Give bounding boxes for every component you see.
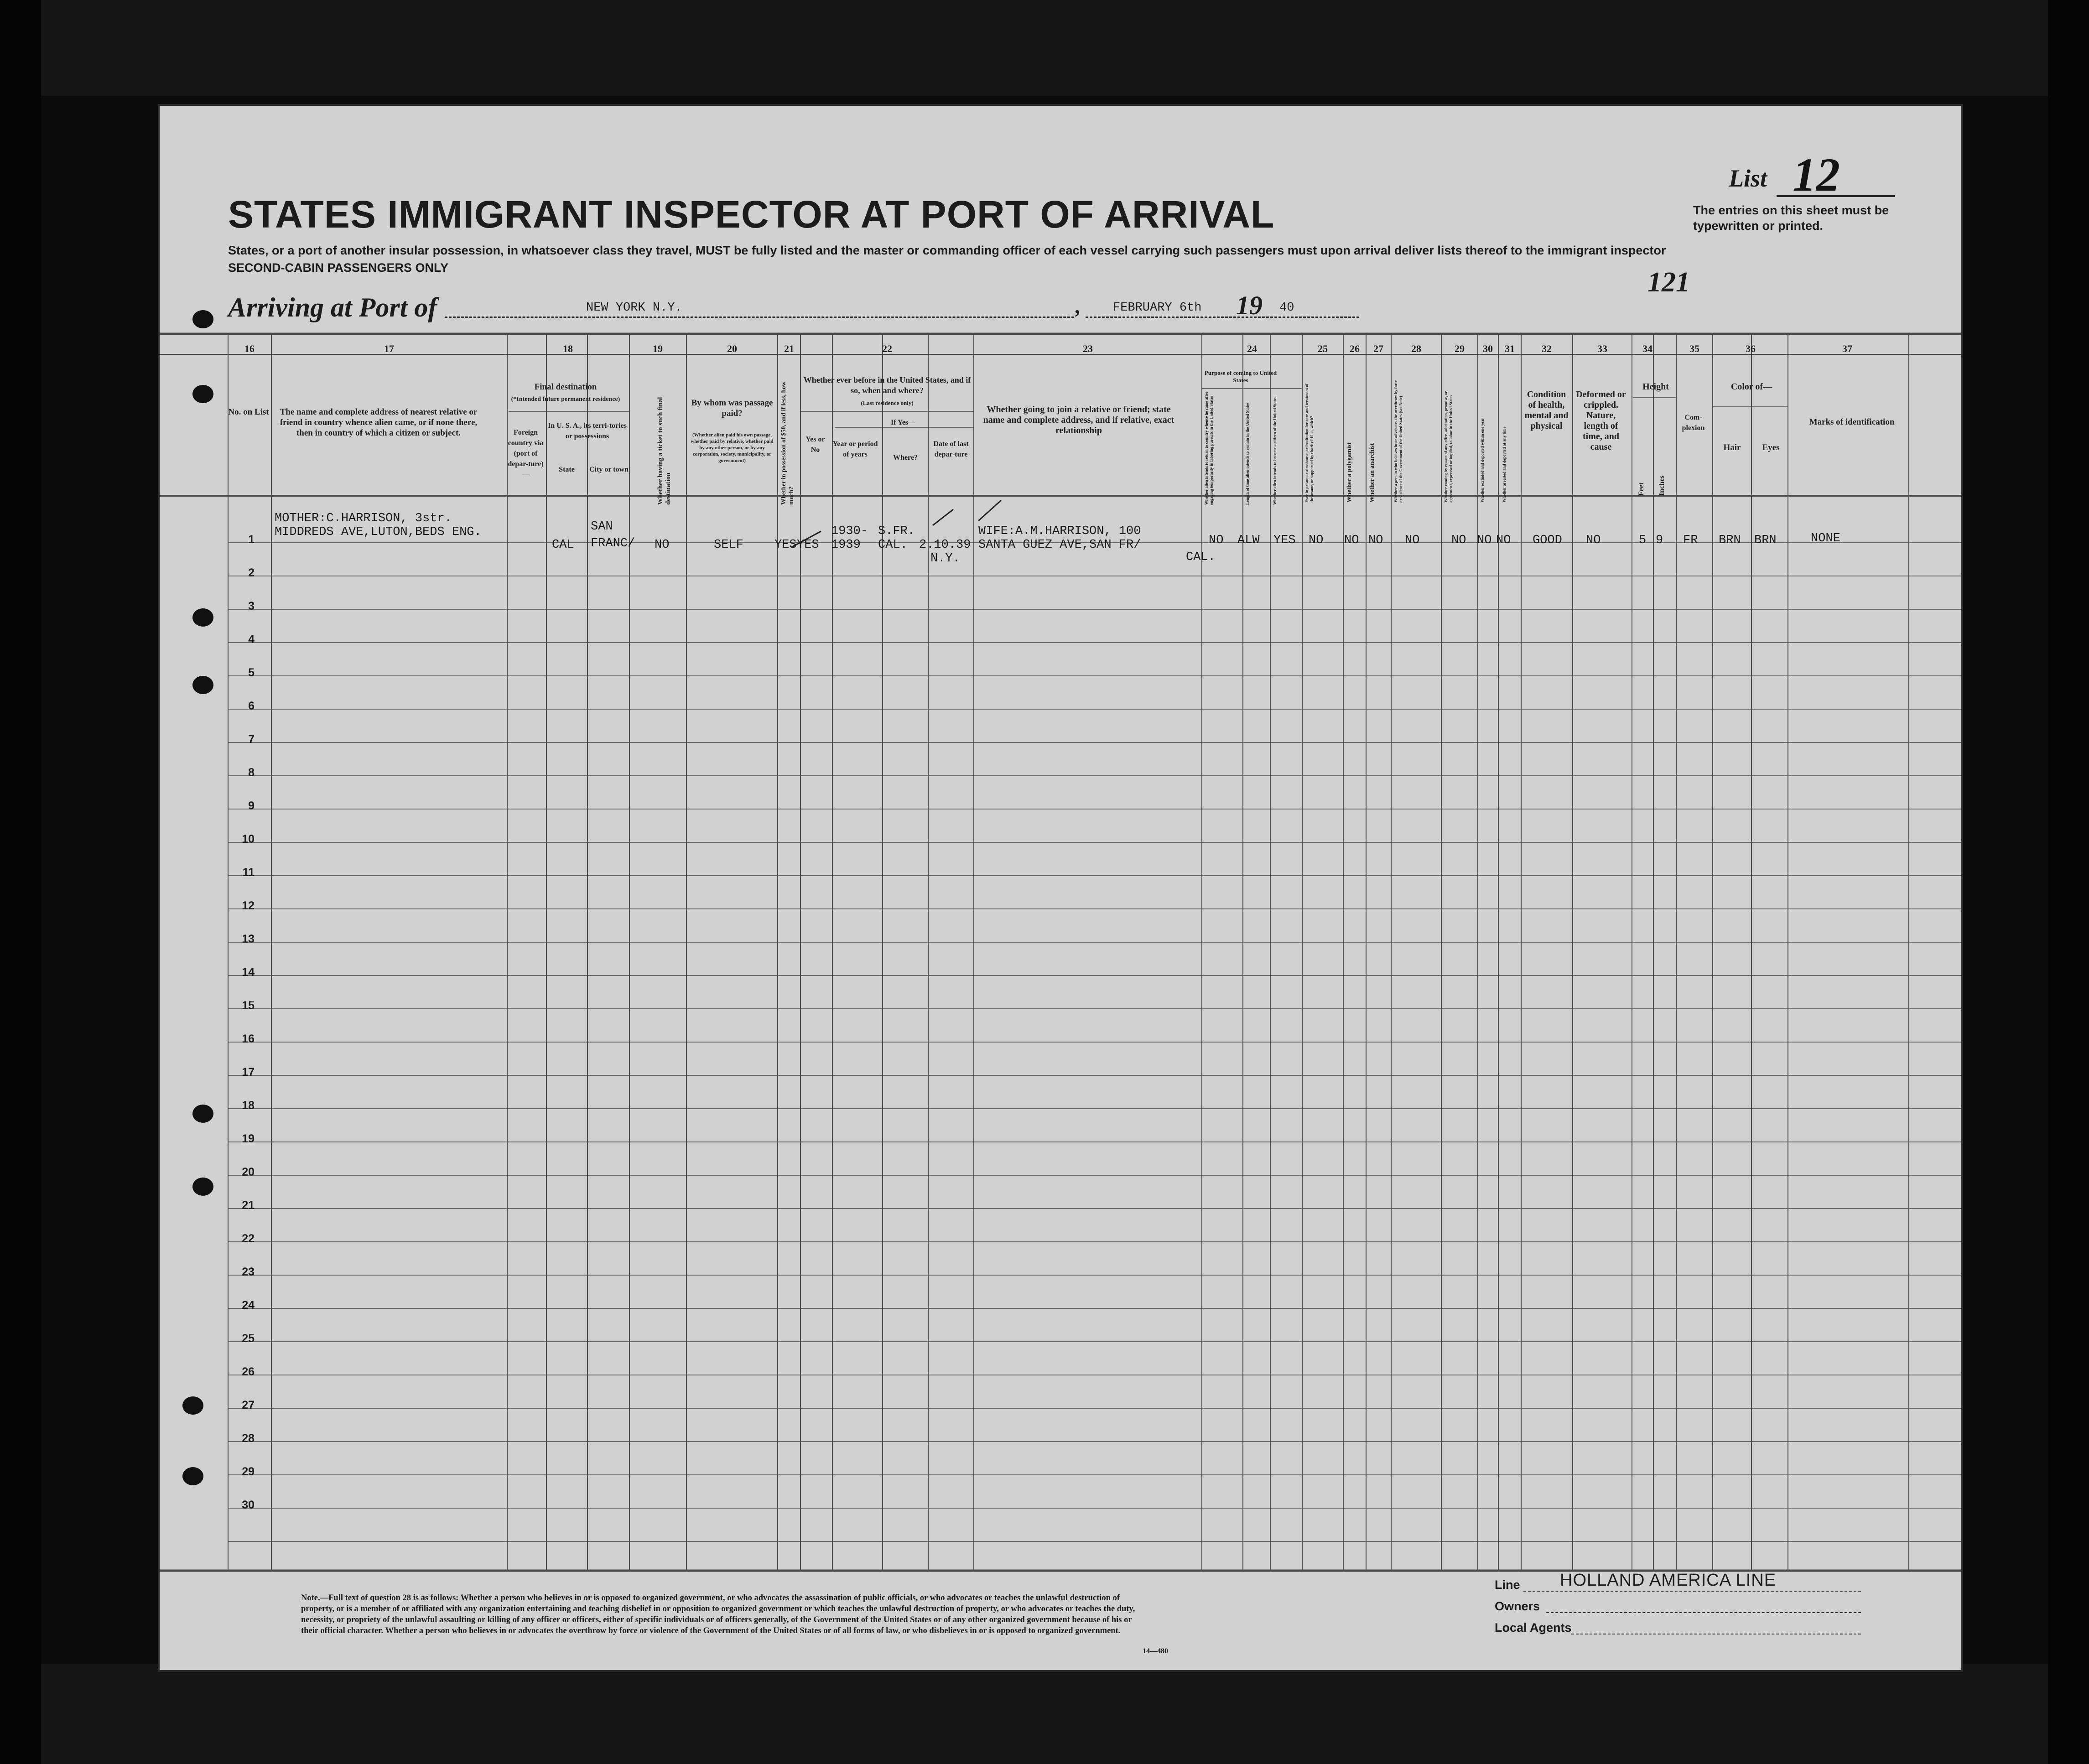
line-label: Line [1495, 1578, 1520, 1592]
q31-value: NO [1496, 534, 1511, 547]
column-number: 29 [1455, 343, 1465, 354]
row-number: 16 [242, 1032, 255, 1045]
q30-value: NO [1477, 534, 1492, 547]
column-number: 34 [1642, 343, 1652, 354]
line-underline [1523, 1591, 1861, 1592]
column-number: 18 [563, 343, 573, 354]
column-number: 16 [244, 343, 255, 354]
form-code: 14—480 [1143, 1647, 1168, 1655]
header-color-of: Color of— [1730, 382, 1772, 392]
header-final-destination-sub: (*Intended future permanent residence) [511, 396, 620, 403]
header-health: Condition of health, mental and physical [1524, 389, 1569, 431]
form-notice: States, or a port of another insular possession, in whatsoever class they travel, MUST be fully listed and the master or commanding officer of each vessel carrying such passengers must upon arrival deliver lists thereof to the immigrant inspector [228, 244, 1666, 257]
header-no-on-list: No. on List [228, 407, 269, 417]
destination-city-line2: FRANC/ [591, 537, 635, 550]
header-final-destination: Final destination [534, 382, 597, 392]
inches-value: 9 [1656, 534, 1663, 547]
row-number: 22 [242, 1232, 255, 1245]
row-number: 6 [248, 700, 255, 712]
anarchist-value: NO [1368, 534, 1383, 547]
where-line2: CAL. [878, 538, 908, 552]
row-number: 15 [242, 999, 255, 1012]
header-city: City or town [589, 466, 629, 473]
header-money: Whether in possession of $50, and if less, how much? [780, 381, 795, 505]
header-passage-sub: (Whether alien paid his own passage, whether paid by relative, whether paid by any other person, or by any corporation, society, municipality, or government) [691, 432, 774, 463]
film-border-top [0, 0, 2089, 96]
column-number: 24 [1247, 343, 1257, 354]
row-number: 29 [242, 1465, 255, 1478]
column-number: 32 [1542, 343, 1552, 354]
column-number: 27 [1373, 343, 1383, 354]
header-before-us: Whether ever before in the United States, and if so, when and where? [803, 375, 971, 395]
header-height: Height [1642, 382, 1669, 392]
relative-address-line2: MIDDREDS AVE,LUTON,BEDS ENG. [275, 525, 482, 539]
stamp-number: 121 [1647, 267, 1690, 298]
row-number: 24 [242, 1299, 255, 1312]
column-number: 21 [784, 343, 794, 354]
header-marks: Marks of identification [1809, 417, 1895, 427]
column-number: 22 [882, 343, 892, 354]
header-foreign-country: Foreign country via (port of depar-ture)— [508, 429, 544, 478]
film-border-right [2048, 0, 2089, 1764]
row-number: 14 [242, 966, 255, 979]
footer-note: Note.—Full text of question 28 is as follows: Whether a person who believes in or is opposed to organized government, or who advocates the assassination of public officials, or who advocates or teaches the unlawful destruction of property, or is a member of or affiliated with any organization entertaining and teaching disbelief in or opposition to organized government or which teaches the unlawful destruction of property, or who advocates or teaches the duty, necessity, or propriety of the unlawful assaulting or killing of any officer or officers, either of specific individuals or of officers generally, of the Government of the United States or of any other organized government because of his or their official character. Whether a person who believes in or advocates the overthrow by force or violence of the Government of the United States or of all forms of law, or who disbelieves in or is opposed to organized government. [301, 1593, 1135, 1635]
citizen-value: YES [1273, 534, 1296, 547]
year-suffix: 40 [1279, 301, 1294, 315]
years-line2: 1939 [831, 538, 861, 552]
header-anarchist: Whether an anarchist [1369, 443, 1376, 503]
header-state: State [559, 466, 575, 473]
date-last-line2: N.Y. [930, 552, 960, 566]
manifest-sheet [160, 106, 1961, 1670]
row-number: 20 [242, 1166, 255, 1178]
deformed-value: NO [1586, 534, 1601, 547]
row-number: 1 [248, 533, 255, 546]
years-line1: 1930- [831, 524, 868, 538]
owners-label: Owners [1495, 1599, 1540, 1613]
check-stroke [976, 498, 1003, 525]
check-stroke [789, 529, 826, 552]
header-yes-no: Yes or No [805, 436, 825, 454]
header-polygamist: Whether a polygamist [1346, 442, 1353, 503]
row-number: 13 [242, 933, 255, 945]
check-stroke [930, 507, 958, 530]
hair-value: BRN [1719, 534, 1741, 547]
column-number: 28 [1411, 343, 1421, 354]
header-purpose-c: Whether alien intends to become a citizen of the United States [1273, 396, 1277, 505]
health-value: GOOD [1533, 534, 1562, 547]
port-value: NEW YORK N.Y. [586, 301, 682, 315]
row-number: 17 [242, 1066, 255, 1079]
polygamist-value: NO [1344, 534, 1359, 547]
row-number: 23 [242, 1266, 255, 1278]
q29-value: NO [1451, 534, 1466, 547]
form-title: STATES IMMIGRANT INSPECTOR AT PORT OF ARRIVAL [228, 193, 1275, 236]
header-q30: Whether excluded and deported within one year [1480, 418, 1485, 503]
column-number: 26 [1350, 343, 1360, 354]
header-relative: The name and complete address of nearest relative or friend in country whence alien came, or if none there, then in country of which a citizen or subject. [280, 407, 478, 438]
column-number: 33 [1597, 343, 1607, 354]
length-value: ALW [1237, 534, 1260, 547]
header-eyes: Eyes [1762, 443, 1780, 452]
class-note: SECOND-CABIN PASSENGERS ONLY [228, 261, 449, 275]
complexion-value: FR [1683, 534, 1698, 547]
header-q29: Whether coming by reason of any offer, solicitation, promise, or agreement, expressed or implied, to labor in the United States [1444, 391, 1453, 503]
feet-value: 5 [1639, 534, 1647, 547]
header-q28: Whether a person who believes in or advocates the overthrow by force or violence of the Government of the United States (see Note) [1393, 379, 1403, 503]
header-joining: Whether going to join a relative or friend; state name and complete address, and if relative, exact relationship [983, 405, 1174, 436]
column-number: 19 [653, 343, 663, 354]
row-number: 8 [248, 766, 255, 779]
date-value: FEBRUARY 6th [1113, 301, 1202, 315]
passage-paid-value: SELF [714, 538, 743, 552]
header-deformed: Deformed or crippled. Nature, length of time, and cause [1576, 389, 1626, 452]
joining-line1: WIFE:A.M.HARRISON, 100 [978, 524, 1141, 538]
marks-value: NONE [1811, 532, 1840, 545]
destination-city-line1: SAN [591, 520, 613, 534]
before-us-value: YES [797, 538, 819, 552]
header-in-usa: In U. S. A., its terri-tories or possessions [548, 422, 627, 440]
list-label: List [1729, 165, 1767, 192]
row-number: 26 [242, 1365, 255, 1378]
q28-value: NO [1405, 534, 1420, 547]
where-line1: S.FR. [878, 524, 915, 538]
header-prison: Ever in prison or almshouse, or institution for care and treatment of the insane, or supported by charity? If so, which? [1304, 384, 1314, 503]
header-passage: By whom was passage paid? [691, 398, 773, 418]
header-where: Where? [893, 454, 918, 462]
header-before-us-sub: (Last residence only) [861, 399, 914, 406]
header-purpose-b: Length of time alien intends to remain in the United States [1245, 402, 1250, 505]
date-last-line1: 2.10.39 [919, 538, 971, 552]
header-hair: Hair [1723, 443, 1741, 452]
agents-label: Local Agents [1495, 1621, 1572, 1634]
comma: , [1075, 294, 1080, 318]
column-number: 25 [1318, 343, 1328, 354]
owners-underline [1546, 1612, 1861, 1613]
year-prefix: 19 [1236, 291, 1263, 320]
arriving-label: Arriving at Port of [228, 292, 437, 322]
header-if-yes: If Yes— [890, 419, 916, 426]
prison-value: NO [1309, 534, 1324, 547]
manifest-grid [160, 106, 1961, 1670]
column-number: 35 [1689, 343, 1699, 354]
row-number: 21 [242, 1199, 255, 1212]
row-number: 25 [242, 1332, 255, 1345]
relative-address-line1: MOTHER:C.HARRISON, 3str. [275, 512, 452, 525]
header-ticket: Whether having a ticket to such final destination [657, 397, 672, 505]
row-number: 10 [242, 833, 255, 846]
row-number: 18 [242, 1099, 255, 1112]
destination-state: CAL [552, 538, 574, 552]
list-number: 12 [1793, 149, 1840, 201]
row-number: 5 [248, 666, 255, 679]
header-q31: Whether arrested and deported at any time [1502, 426, 1507, 503]
header-year-period: Year or period of years [832, 440, 878, 458]
header-feet: Feet [1637, 482, 1645, 496]
row-number: 28 [242, 1432, 255, 1445]
column-number: 30 [1483, 343, 1493, 354]
film-border-bottom [0, 1664, 2089, 1764]
header-inches: Inches [1658, 475, 1666, 496]
header-purpose-a: Whether alien intends to return to country whence he came after engaging temporarily in laboring pursuits in the United States [1204, 391, 1214, 505]
joining-line3: CAL. [1186, 550, 1216, 564]
row-number: 3 [248, 600, 255, 612]
column-number: 20 [727, 343, 737, 354]
row-number: 19 [242, 1132, 255, 1145]
column-number: 31 [1505, 343, 1515, 354]
header-purpose: Purpose of coming to United States [1204, 369, 1277, 384]
eyes-value: BRN [1754, 534, 1777, 547]
row-number: 27 [242, 1399, 255, 1411]
row-number: 30 [242, 1499, 255, 1511]
row-number: 7 [248, 733, 255, 746]
column-number: 37 [1842, 343, 1852, 354]
row-number: 9 [248, 799, 255, 812]
money-value: YES [774, 538, 797, 552]
return-value: NO [1209, 534, 1224, 547]
row-number: 2 [248, 566, 255, 579]
ticket-value: NO [655, 538, 670, 552]
column-lines [228, 334, 1909, 1571]
header-complexion: Com-plexion [1682, 414, 1705, 432]
column-number: 36 [1746, 343, 1756, 354]
film-border-left [0, 0, 41, 1764]
column-number: 23 [1083, 343, 1093, 354]
row-number: 12 [242, 899, 255, 912]
header-date-last: Date of last depar-ture [933, 440, 969, 458]
column-number: 17 [384, 343, 394, 354]
joining-line2: SANTA GUEZ AVE,SAN FR/ [978, 538, 1141, 552]
row-number: 4 [248, 633, 255, 646]
row-number: 11 [242, 866, 255, 879]
entries-note: The entries on this sheet must be typewritten or printed. [1693, 203, 1889, 233]
line-value: HOLLAND AMERICA LINE [1560, 1571, 1777, 1590]
